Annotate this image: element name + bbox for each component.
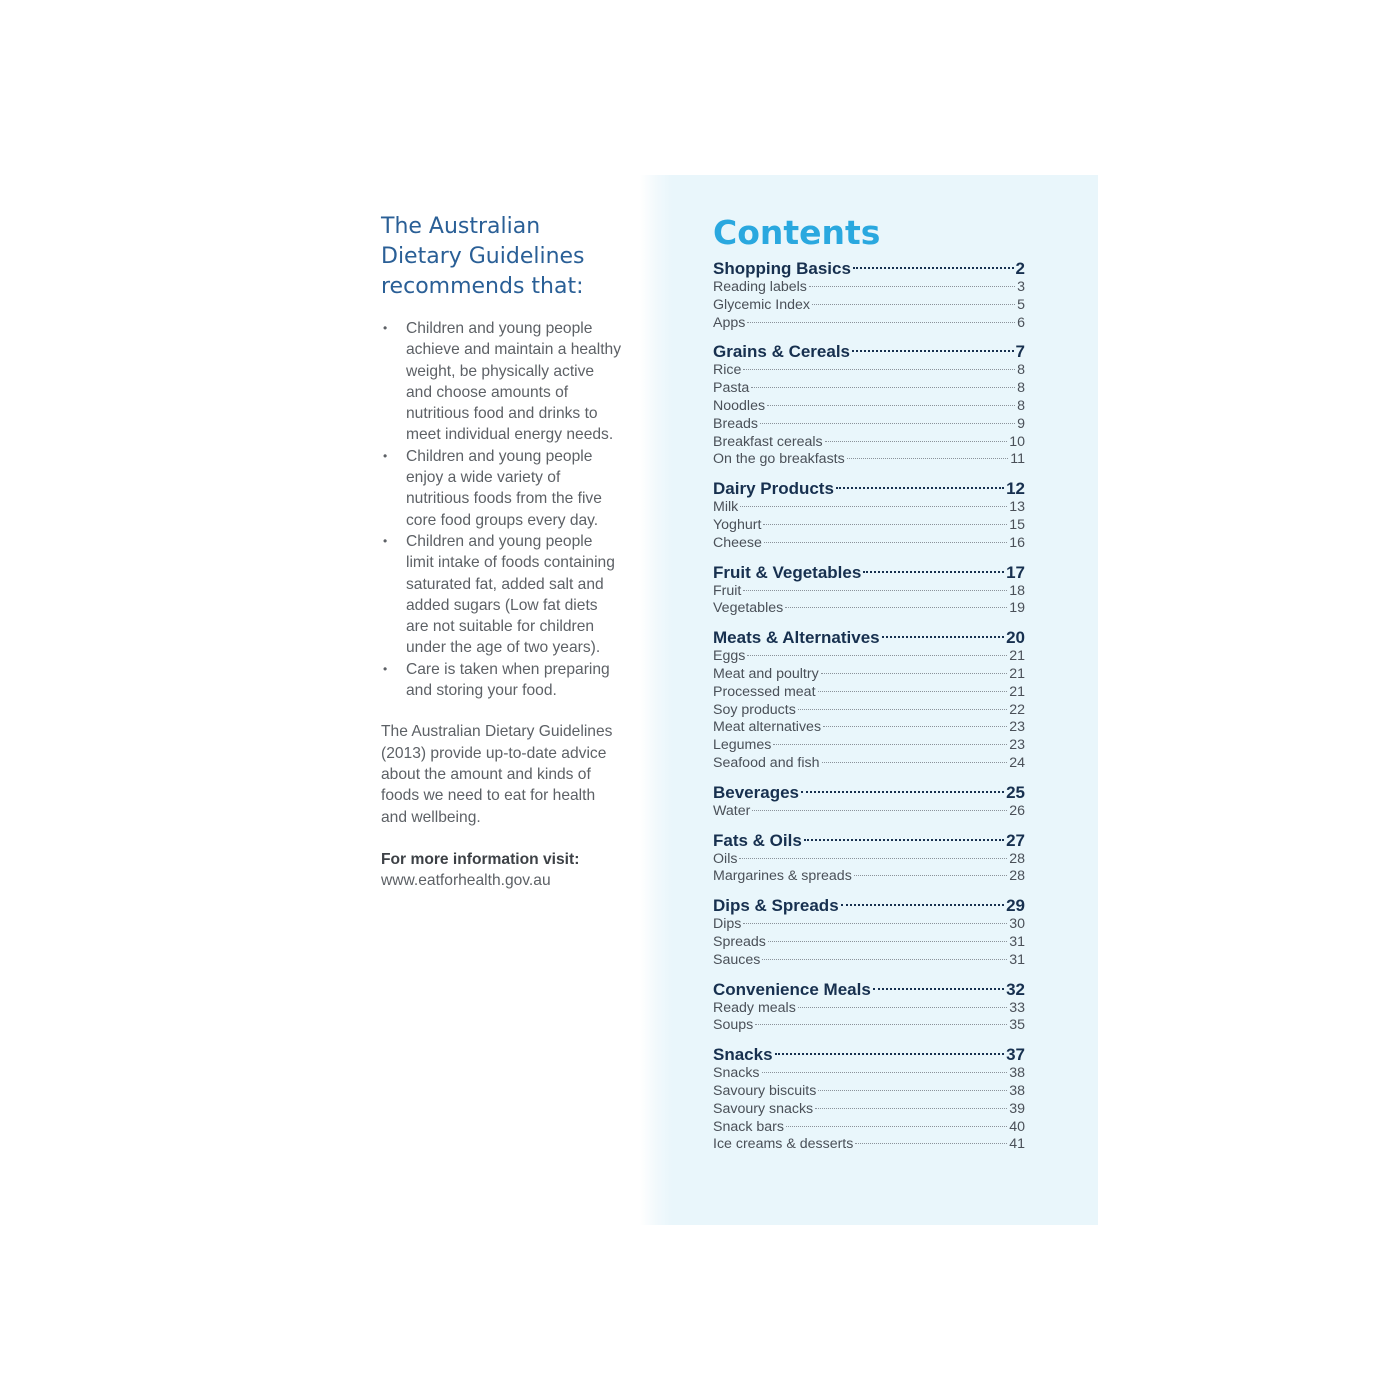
contents-entry[interactable] — [713, 1000, 1025, 1018]
dot-leader — [863, 571, 1004, 573]
contents-section — [713, 627, 1025, 773]
contents-entry[interactable] — [713, 1083, 1025, 1101]
entry-page-number: 21 — [1009, 665, 1025, 682]
section-page-number: 12 — [1006, 479, 1025, 499]
contents-entry[interactable] — [713, 297, 1025, 315]
contents-section — [713, 478, 1025, 552]
bullet-icon: • — [383, 321, 388, 335]
entry-page-number: 39 — [1009, 1100, 1025, 1117]
entry-page-number: 24 — [1009, 754, 1025, 771]
entry-page-number: 8 — [1017, 397, 1025, 414]
entry-label: Vegetables — [713, 600, 784, 617]
section-heading-row[interactable] — [713, 627, 1025, 648]
contents-section — [713, 258, 1025, 332]
contents-entry[interactable] — [713, 684, 1025, 702]
section-heading-row[interactable] — [713, 341, 1025, 362]
contents-entry[interactable] — [713, 499, 1025, 517]
entry-page-number: 38 — [1009, 1065, 1025, 1082]
guideline-text: Children and young people enjoy a wide variety of nutritious foods from the five core food groups every day. — [406, 447, 602, 529]
contents-entry[interactable] — [713, 434, 1025, 452]
entry-label: Snack bars — [713, 1118, 784, 1135]
entry-page-number: 8 — [1017, 362, 1025, 379]
guidelines-column — [381, 212, 631, 891]
contents-entry[interactable] — [713, 755, 1025, 773]
dot-leader — [752, 810, 1007, 811]
section-heading-row[interactable] — [713, 1044, 1025, 1065]
dot-leader — [743, 923, 1007, 924]
dot-leader — [764, 542, 1007, 543]
entry-page-number: 31 — [1009, 933, 1025, 950]
contents-entry[interactable] — [713, 1119, 1025, 1137]
dot-leader — [740, 506, 1007, 507]
dot-leader — [747, 322, 1015, 323]
dot-leader — [751, 387, 1015, 388]
guidelines-heading: The Australian Dietary Guidelines recommends that: — [381, 214, 585, 299]
entry-label: Cheese — [713, 534, 762, 551]
contents-title: Contents — [713, 213, 881, 252]
entry-page-number: 15 — [1009, 516, 1025, 533]
entry-label: Rice — [713, 362, 742, 379]
contents-entry[interactable] — [713, 1017, 1025, 1035]
entry-label: Dips — [713, 916, 742, 933]
guidelines-paragraph: The Australian Dietary Guidelines (2013) provide up-to-date advice about the amount and kinds of foods we need to eat for health and wellbeing. — [381, 723, 613, 826]
section-title: Convenience Meals — [713, 979, 871, 999]
dot-leader — [760, 423, 1015, 424]
dot-leader — [818, 1090, 1007, 1091]
contents-entry[interactable] — [713, 398, 1025, 416]
entry-label: Meat alternatives — [713, 719, 822, 736]
dot-leader — [775, 1053, 1005, 1055]
dot-leader — [836, 487, 1004, 489]
entry-label: On the go breakfasts — [713, 451, 845, 468]
contents-entry[interactable] — [713, 583, 1025, 601]
table-of-contents — [713, 212, 1025, 1163]
contents-section — [713, 782, 1025, 821]
entry-label: Breads — [713, 415, 758, 432]
section-page-number: 7 — [1015, 342, 1025, 362]
guideline-bullet — [381, 446, 624, 531]
entry-label: Apps — [713, 314, 746, 331]
contents-entry[interactable] — [713, 279, 1025, 297]
dot-leader — [768, 941, 1007, 942]
dot-leader — [873, 988, 1004, 990]
contents-entry[interactable] — [713, 535, 1025, 553]
guideline-text: Care is taken when preparing and storing your food. — [406, 660, 610, 700]
dot-leader — [815, 1108, 1007, 1109]
bullet-icon: • — [383, 661, 388, 676]
section-title: Beverages — [713, 782, 800, 802]
section-heading-row[interactable] — [713, 258, 1025, 279]
contents-section — [713, 562, 1025, 619]
dot-leader — [762, 959, 1007, 960]
entry-label: Reading labels — [713, 279, 807, 295]
section-page-number: 2 — [1015, 259, 1025, 278]
section-heading-row[interactable] — [713, 830, 1025, 851]
contents-section — [713, 341, 1025, 469]
guideline-bullet — [381, 318, 624, 446]
entry-page-number: 10 — [1009, 433, 1025, 450]
contents-entry[interactable] — [713, 600, 1025, 618]
dot-leader — [785, 607, 1007, 608]
dot-leader — [882, 636, 1004, 638]
contents-entry[interactable] — [713, 934, 1025, 952]
entry-label: Savoury biscuits — [713, 1082, 817, 1099]
section-page-number: 29 — [1006, 896, 1025, 916]
dot-leader — [739, 858, 1007, 859]
section-title: Meats & Alternatives — [713, 628, 880, 648]
entry-page-number: 28 — [1009, 868, 1025, 885]
entry-page-number: 40 — [1009, 1118, 1025, 1135]
section-title: Fats & Oils — [713, 830, 802, 850]
contents-entry[interactable] — [713, 517, 1025, 535]
contents-entry[interactable] — [713, 851, 1025, 869]
entry-page-number: 3 — [1017, 279, 1025, 295]
dot-leader — [798, 1007, 1007, 1008]
contents-entry[interactable] — [713, 315, 1025, 333]
dot-leader — [841, 904, 1004, 906]
contents-entry[interactable] — [713, 380, 1025, 398]
entry-page-number: 11 — [1010, 451, 1025, 468]
contents-section — [713, 979, 1025, 1036]
entry-page-number: 21 — [1009, 683, 1025, 700]
dot-leader — [823, 726, 1007, 727]
entry-page-number: 30 — [1009, 916, 1025, 933]
entry-page-number: 41 — [1009, 1136, 1025, 1153]
entry-label: Snacks — [713, 1065, 760, 1082]
section-heading-row[interactable] — [713, 782, 1025, 803]
contents-entry[interactable] — [713, 719, 1025, 737]
page-fold-shadow — [640, 175, 672, 1225]
entry-page-number: 33 — [1009, 999, 1025, 1016]
entry-page-number: 18 — [1009, 582, 1025, 599]
section-title: Dairy Products — [713, 479, 834, 499]
entry-page-number: 28 — [1009, 850, 1025, 867]
entry-page-number: 19 — [1009, 600, 1025, 617]
entry-label: Ice creams & desserts — [713, 1136, 854, 1153]
dot-leader — [743, 369, 1015, 370]
dot-leader — [743, 590, 1007, 591]
contents-entry[interactable] — [713, 702, 1025, 720]
entry-page-number: 23 — [1009, 719, 1025, 736]
more-info-label: For more information visit: — [381, 850, 580, 868]
entry-label: Oils — [713, 850, 738, 867]
more-info-link[interactable]: www.eatforhealth.gov.au — [381, 871, 551, 889]
dot-leader — [767, 405, 1015, 406]
entry-label: Savoury snacks — [713, 1100, 814, 1117]
dot-leader — [847, 458, 1009, 459]
entry-label: Sauces — [713, 951, 761, 968]
dot-leader — [798, 709, 1007, 710]
entry-page-number: 35 — [1009, 1017, 1025, 1034]
contents-entry[interactable] — [713, 666, 1025, 684]
entry-label: Milk — [713, 499, 739, 516]
section-heading-row[interactable] — [713, 562, 1025, 583]
entry-page-number: 23 — [1009, 737, 1025, 754]
bullet-icon: • — [383, 533, 388, 548]
dot-leader — [854, 875, 1007, 876]
entry-label: Water — [713, 802, 751, 819]
dot-leader — [747, 655, 1007, 656]
entry-label: Glycemic Index — [713, 296, 810, 313]
entry-page-number: 31 — [1009, 951, 1025, 968]
entry-page-number: 21 — [1009, 648, 1025, 665]
contents-sections — [713, 258, 1025, 1154]
section-title: Snacks — [713, 1045, 773, 1065]
contents-entry[interactable] — [713, 362, 1025, 380]
guidelines-list — [381, 318, 631, 701]
entry-label: Meat and poultry — [713, 665, 819, 682]
entry-label: Soy products — [713, 701, 796, 718]
dot-leader — [852, 350, 1014, 352]
contents-entry[interactable] — [713, 916, 1025, 934]
guideline-bullet — [381, 659, 624, 702]
contents-section — [713, 830, 1025, 887]
entry-label: Fruit — [713, 582, 742, 599]
entry-label: Breakfast cereals — [713, 433, 823, 450]
contents-section — [713, 1044, 1025, 1154]
entry-page-number: 8 — [1017, 380, 1025, 397]
entry-page-number: 22 — [1009, 701, 1025, 718]
entry-label: Legumes — [713, 737, 772, 754]
dot-leader — [825, 441, 1008, 442]
dot-leader — [773, 744, 1007, 745]
dot-leader — [755, 1024, 1007, 1025]
section-title: Dips & Spreads — [713, 896, 839, 916]
entry-label: Spreads — [713, 933, 766, 950]
entry-page-number: 9 — [1017, 415, 1025, 432]
section-page-number: 20 — [1006, 628, 1025, 648]
dot-leader — [812, 304, 1015, 305]
guideline-bullet — [381, 531, 624, 659]
contents-entry[interactable] — [713, 648, 1025, 666]
section-page-number: 37 — [1006, 1045, 1025, 1065]
entry-page-number: 16 — [1009, 534, 1025, 551]
dot-leader — [786, 1126, 1007, 1127]
section-heading-row[interactable] — [713, 895, 1025, 916]
entry-label: Processed meat — [713, 683, 816, 700]
dot-leader — [821, 673, 1008, 674]
contents-section — [713, 895, 1025, 969]
entry-page-number: 13 — [1009, 499, 1025, 516]
contents-entry[interactable] — [713, 803, 1025, 821]
section-heading-row[interactable] — [713, 478, 1025, 499]
entry-label: Margarines & spreads — [713, 868, 852, 885]
entry-page-number: 5 — [1017, 296, 1025, 313]
section-heading-row[interactable] — [713, 979, 1025, 1000]
section-page-number: 25 — [1006, 782, 1025, 802]
section-page-number: 17 — [1006, 562, 1025, 582]
contents-entry[interactable] — [713, 737, 1025, 755]
contents-entry[interactable] — [713, 1065, 1025, 1083]
entry-page-number: 26 — [1009, 802, 1025, 819]
entry-label: Seafood and fish — [713, 754, 820, 771]
section-title: Grains & Cereals — [713, 342, 851, 362]
entry-label: Pasta — [713, 380, 750, 397]
dot-leader — [809, 286, 1015, 287]
dot-leader — [762, 1072, 1008, 1073]
section-title: Fruit & Vegetables — [713, 562, 862, 582]
dot-leader — [818, 691, 1008, 692]
dot-leader — [763, 524, 1007, 525]
entry-page-number: 38 — [1009, 1082, 1025, 1099]
entry-label: Ready meals — [713, 999, 796, 1016]
section-page-number: 27 — [1006, 830, 1025, 850]
contents-entry[interactable] — [713, 416, 1025, 434]
guideline-text: Children and young people limit intake of foods containing saturated fat, added salt and added sugars (Low fat diets are not suitable for children under the age of two years). — [406, 532, 615, 657]
entry-label: Yoghurt — [713, 516, 762, 533]
dot-leader — [822, 762, 1008, 763]
section-page-number: 32 — [1006, 979, 1025, 999]
contents-entry[interactable] — [713, 952, 1025, 970]
entry-page-number: 6 — [1017, 314, 1025, 331]
dot-leader — [804, 839, 1004, 841]
bullet-icon: • — [383, 448, 388, 463]
guideline-text: Children and young people achieve and maintain a healthy weight, be physically active and choose amounts of nutritious food and drinks to meet individual energy needs. — [406, 320, 621, 444]
dot-leader — [855, 1143, 1007, 1144]
contents-entry[interactable] — [713, 1136, 1025, 1154]
contents-entry[interactable] — [713, 451, 1025, 469]
dot-leader — [853, 267, 1014, 269]
contents-entry[interactable] — [713, 1101, 1025, 1119]
entry-label: Soups — [713, 1017, 754, 1034]
entry-label: Noodles — [713, 397, 766, 414]
section-title: Shopping Basics — [713, 259, 851, 278]
dot-leader — [801, 791, 1004, 793]
entry-label: Eggs — [713, 648, 746, 665]
contents-entry[interactable] — [713, 868, 1025, 886]
